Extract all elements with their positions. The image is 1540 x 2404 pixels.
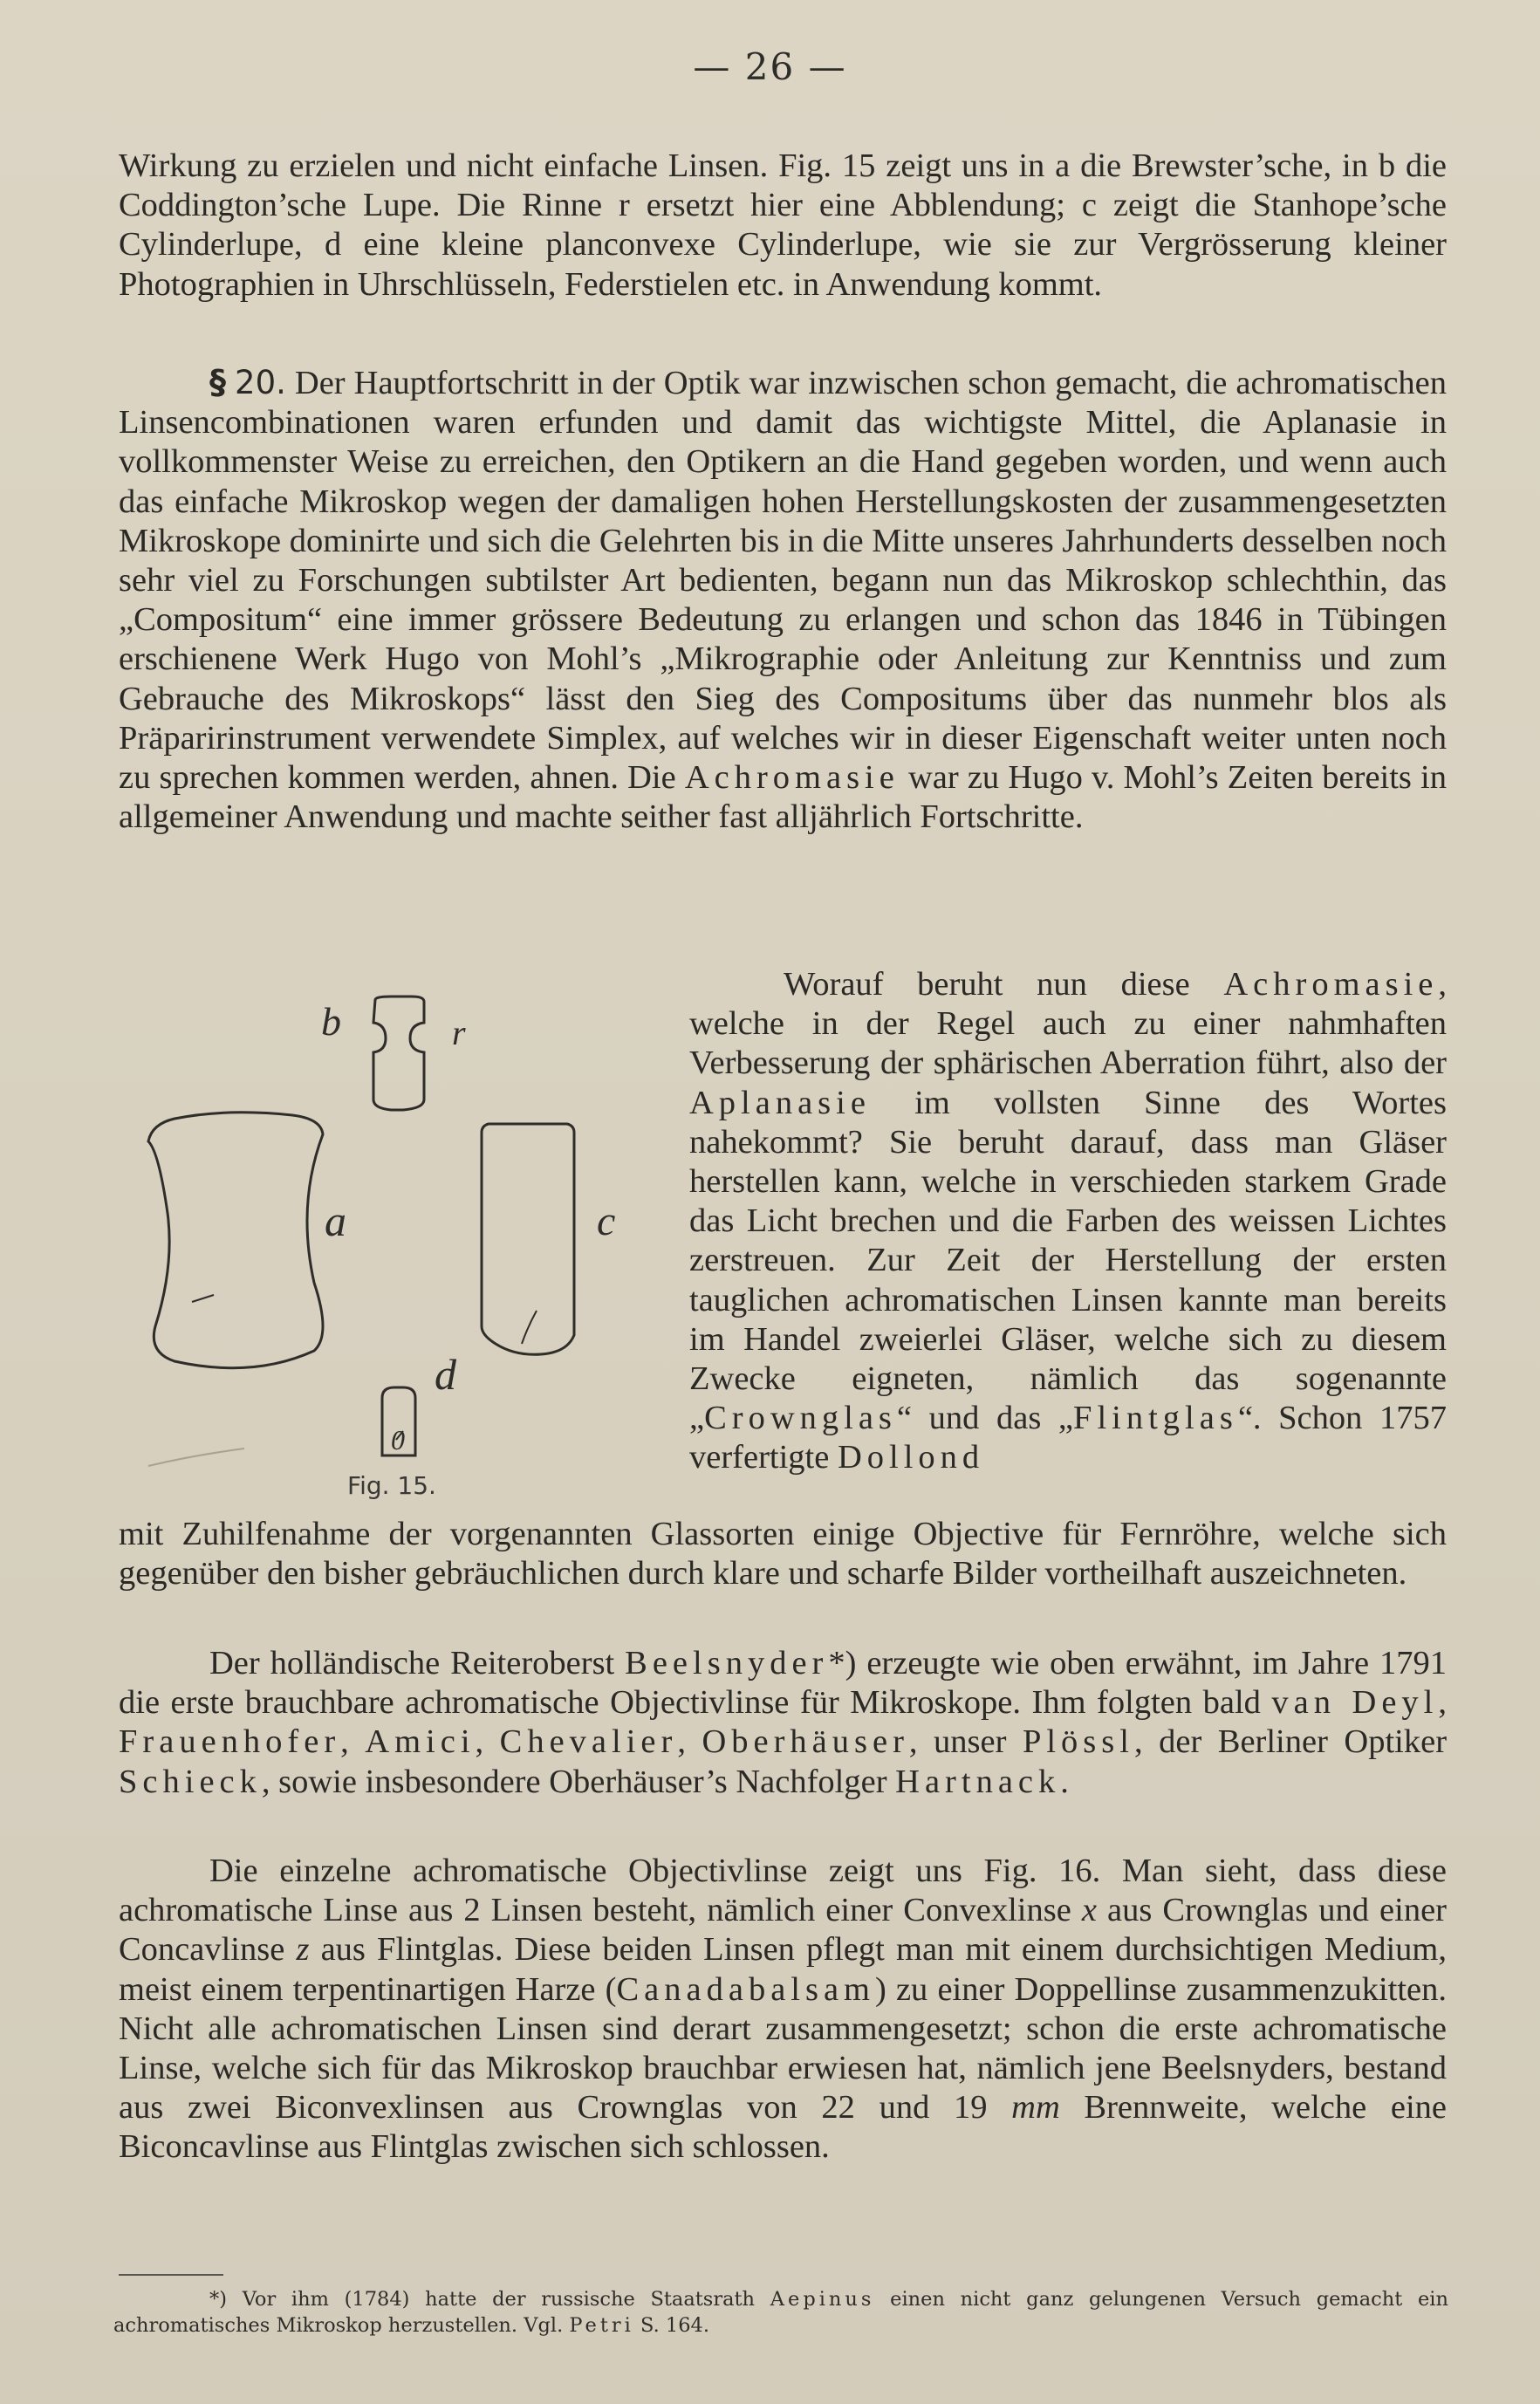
emph-van-deyl: van Deyl [1271, 1684, 1439, 1722]
footnote [113, 2286, 1448, 2339]
paragraph-intro [119, 147, 1447, 305]
section-20-text-1: Der Hauptfortschritt in der Optik war inzwischen schon gemacht, die achromatischen Linsencombinationen waren erfunden und damit das wichtigste Mittel, die Aplanasie in vollkommenster Weise zu erreichen, den Optikern an die Hand gegeben worden, und wenn auch das einfache Mikroskop wegen der damaligen hohen Herstellungskosten der zusammengesetzten Mikroskope dominirte und sich die Gelehrten bis in die Mitte unseres Jahrhunderts desselben noch sehr viel zu Forschungen subtilster Art bedienten, begann nun das Mikroskop schlechthin, das „Compositum“ eine immer grössere Bedeutung zu erlangen und schon das 1846 in Tübingen erschienene Werk Hugo von Mohl’s „Mikrographie oder Anleitung zur Kenntniss und zum Gebrauche des Mikroskops“ lässt den Sieg des Compositums über das nunmehr blos als Präparirinstrument verwendete Simplex, auf welches wir in dieser Eigenschaft weiter unten noch zu sprechen kommen werden, ahnen. Die [119, 365, 1447, 797]
beelsnyder-paragraph [119, 1644, 1447, 1802]
emph-amici: Amici [365, 1723, 476, 1761]
emph-crownglas: Crownglas [704, 1400, 897, 1437]
p3-text-e: , [475, 1723, 500, 1761]
p3-text-a: Der holländische Reiteroberst [209, 1645, 626, 1681]
p3-text-i: , sowie insbesondere Oberhäuser’s Nachfolger [261, 1763, 896, 1800]
objectivlinse-paragraph [119, 1852, 1447, 2168]
emph-schieck: Schieck [119, 1763, 262, 1800]
figure-15-drawing [79, 977, 681, 1518]
figure-caption: Fig. 15. [347, 1471, 436, 1500]
footnote-text [113, 2286, 1448, 2339]
p3-text-f: , [677, 1723, 702, 1761]
emph-beelsnyder: Beelsnyder [625, 1645, 829, 1681]
fn-text-a: *) Vor ihm (1784) hatte der russische Staatsrath [209, 2288, 770, 2311]
lens-b-coddington-shape [373, 997, 424, 1110]
text-after-figure [119, 1515, 1447, 1593]
lens-a-brewster-shape [148, 1113, 323, 1368]
paragraph-beelsnyder [119, 1644, 1447, 1802]
emph-achromasie: Achromasie [684, 759, 900, 797]
wrap-text-3: im vollsten Sinne des Wortes nahekommt? Sie beruht darauf, dass man Gläser herstellen kann, welche in verschieden starkem Grade das Licht brechen und die Farben des weissen Lichtes zerstreuen. Zur Zeit der Herstellung der ersten tauglichen achromatischen Linsen kannte man bereits im Handel zweierlei Gläser, welche sich zu diesem Zwecke eigneten, nämlich das sogenannte „ [689, 1084, 1447, 1437]
emph-aplanasie: Aplanasie [689, 1084, 871, 1121]
p3-text-b: *) erzeugte wie oben erwähnt, im Jahre 1791 die erste brauchbare achromatische Objectivlinse für Mikroskope. Ihm folgten bald [119, 1645, 1447, 1722]
emph-hartnack: Hartnack [895, 1763, 1061, 1800]
emph-flintglas: Flintglas [1073, 1400, 1238, 1437]
p3-text-d: , [340, 1723, 366, 1761]
wrap-text-1: Worauf beruht nun diese [784, 966, 1224, 1003]
wrap-text-5: “. Schon 1757 verfertigte [689, 1400, 1448, 1476]
emph-canadabalsam: Canadabalsam [616, 1970, 875, 2008]
paragraph-objectivlinse [119, 1852, 1447, 2168]
emph-dollond: Dollond [837, 1439, 985, 1476]
text-beside-figure [689, 965, 1447, 1478]
fig-label-d: d [435, 1350, 456, 1399]
fig-label-b: b [321, 999, 341, 1044]
fig-label-a: a [325, 1196, 346, 1245]
figure-15 [79, 977, 681, 1518]
section-number: 20. [235, 364, 286, 401]
var-z: z [296, 1931, 310, 1969]
wrap-text-2: , welche in der Regel auch zu einer nahmhaften Verbesserung der sphärischen Aberration führt, also der [689, 966, 1447, 1082]
var-x: x [1081, 1892, 1097, 1929]
emph-petri: Petri [569, 2314, 634, 2337]
fig-label-zero: 0 [391, 1424, 405, 1455]
fn-text-b: einen nicht ganz gelungenen Versuch gemacht ein achromatisches Mikroskop herzustellen. Vgl. [113, 2288, 1448, 2337]
dollond-continuation: mit Zuhilfenahme der vorgenannten Glassorten einige Objective für Fernröhre, welche sich gegenüber den bisher gebräuchlichen durch klare und scharfe Bilder vortheilhaft auszeichneten. [119, 1516, 1447, 1592]
wrap-text-4: “ und das „ [896, 1400, 1074, 1437]
fig-label-r: r [452, 1013, 466, 1052]
fig-label-c: c [597, 1198, 616, 1244]
p4-text-d: ) zu einer Doppellinse zusammenzukitten. Nicht alle achromatischen Linsen sind derart zusammengesetzt; schon die erste achromatische Linse, welche sich für das Mikroskop brauchbar erwiesen hat, nämlich jene Beelsnyders, bestand aus zwei Biconvexlinsen aus Crownglas von 22 und 19 [119, 1970, 1448, 2127]
section-sign: § [209, 363, 226, 401]
emph-aepinus: Aepinus [770, 2288, 875, 2311]
lens-c-stanhope-shape [482, 1124, 574, 1354]
section-20 [119, 363, 1447, 837]
emph-chevalier: Chevalier [499, 1723, 678, 1761]
page-number: — 26 — [693, 45, 847, 88]
p3-text-h: , der Berliner Optiker [1133, 1723, 1448, 1761]
p4-text-a: Die einzelne achromatische Objectivlinse zeigt uns Fig. 16. Man sieht, dass diese achromatische Linse aus 2 Linsen besteht, nämlich einer Convexlinse [119, 1853, 1447, 1929]
section-20-text-2: war zu Hugo v. Mohl’s Zeiten bereits in allgemeiner Anwendung und machte seither fast alljährlich Fortschritte. [119, 759, 1447, 836]
achromasie-question-paragraph [689, 965, 1447, 1478]
emph-oberhaeuser: Oberhäuser [702, 1723, 909, 1761]
p3-text-c: , [1438, 1684, 1447, 1722]
p4-text-e: Brennweite, welche eine Biconcavlinse aus Flintglas zwischen sich schlossen. [119, 2089, 1447, 2166]
section-20-paragraph [119, 363, 1447, 837]
fn-text-c: S. 164. [633, 2314, 709, 2337]
p3-text-g: , unser [908, 1723, 1023, 1761]
footnote-rule [119, 2274, 223, 2276]
emph-frauenhofer: Frauenhofer [119, 1723, 341, 1761]
p4-text-c: aus Flintglas. Diese beiden Linsen pflegt man mit einem durchsichtigen Medium, meist einem terpentinartigen Harze ( [119, 1931, 1447, 2008]
unit-mm: mm [1011, 2089, 1060, 2127]
paragraph-1: Wirkung zu erzielen und nicht einfache Linsen. Fig. 15 zeigt uns in a die Brewster’sche, in b die Coddington’sche Lupe. Die Rinne r ersetzt hier eine Abblendung; c zeigt die Stanhope’sche Cylinderlupe, d eine kleine planconvexe Cylinderlupe, wie sie zur Vergrösserung kleiner Photographien in Uhrschlüsseln, Federstielen etc. in Anwendung kommt. [119, 147, 1447, 303]
emph-achromasie-2: Achromasie [1223, 966, 1439, 1003]
emph-ploessl: Plössl [1022, 1723, 1134, 1761]
p3-text-j: . [1060, 1763, 1069, 1800]
p4-text-b: aus Crownglas und einer Concavlinse [119, 1892, 1447, 1969]
